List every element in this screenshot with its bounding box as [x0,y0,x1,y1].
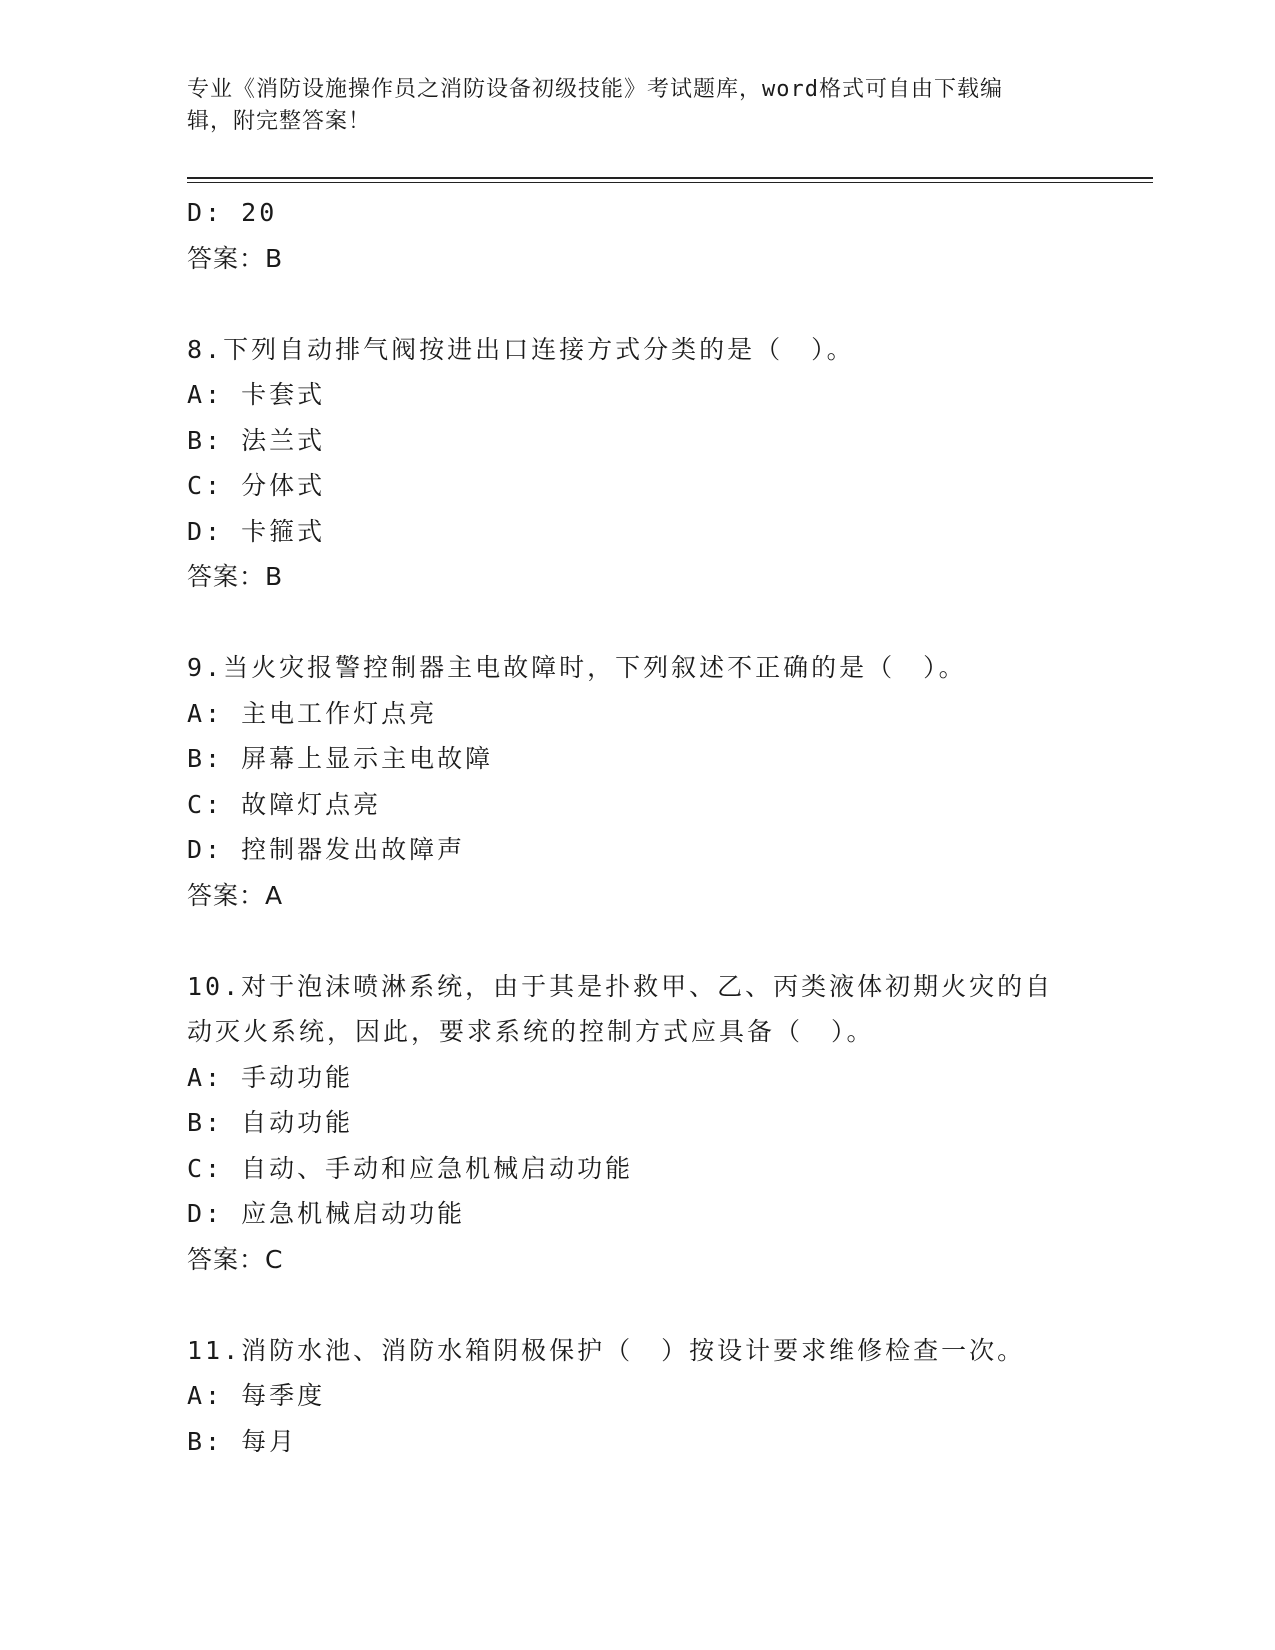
question-text: 9.当火灾报警控制器主电故障时，下列叙述不正确的是（ ）。 [187,653,967,682]
option-a: A: 主电工作灯点亮 [187,698,438,728]
option-b: B: 每月 [187,1426,298,1456]
answer: 答案：B [187,243,284,273]
option-d: D: 20 [187,198,278,227]
option-c: C: 故障灯点亮 [187,789,382,819]
answer: 答案：A [187,880,284,910]
option-b: B: 法兰式 [187,425,326,455]
option-c: C: 自动、手动和应急机械启动功能 [187,1153,634,1183]
document-header [187,74,1087,138]
option-d: D: 应急机械启动功能 [187,1199,466,1228]
answer: 答案：C [187,1244,284,1274]
header-line-2: 辑，附完整答案！ [187,109,372,134]
question-text: 11.消防水池、消防水箱阴极保护（ ）按设计要求维修检查一次。 [187,1335,1026,1365]
option-d: D: 卡箍式 [187,516,326,546]
question-11 [187,1328,1087,1465]
question-9 [187,645,1087,918]
answer: 答案：B [187,562,284,591]
question-text: 8.下列自动排气阀按进出口连接方式分类的是（ ）。 [187,334,855,364]
question-list [187,190,1087,1464]
option-b: B: 自动功能 [187,1108,354,1137]
option-a: A: 每季度 [187,1381,326,1410]
option-a: A: 手动功能 [187,1062,354,1092]
question-10 [187,964,1087,1283]
header-line-1: 专业《消防设施操作员之消防设备初级技能》考试题库，word格式可自由下载编 [187,77,1003,102]
header-divider-thick [187,177,1153,179]
question-text-line-2: 动灭火系统，因此，要求系统的控制方式应具备（ ）。 [187,1017,875,1046]
option-b: B: 屏幕上显示主电故障 [187,744,494,773]
question-8 [187,327,1087,600]
question-text-line-1: 10.对于泡沫喷淋系统，由于其是扑救甲、乙、丙类液体初期火灾的自 [187,971,1054,1001]
option-c: C: 分体式 [187,471,326,500]
option-a: A: 卡套式 [187,380,326,409]
option-d: D: 控制器发出故障声 [187,835,466,864]
header-divider-thin [187,182,1153,183]
